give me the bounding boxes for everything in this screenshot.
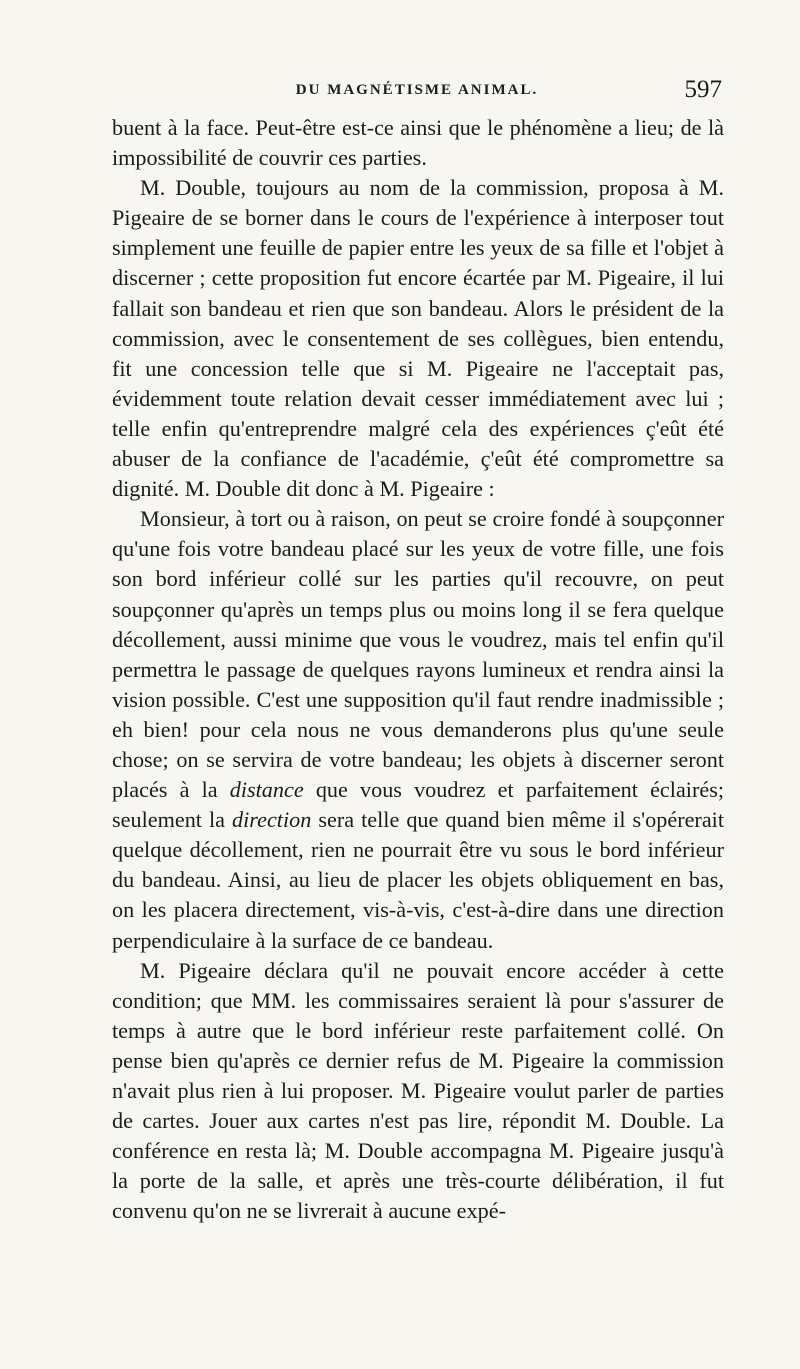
page-number: 597 <box>684 76 722 103</box>
speech-part-1: Monsieur, à tort ou à raison, on peut se croire fondé à soupçonner qu'une fois votre bandeau placé sur les yeux de votre fille, une fois son bord inférieur collé sur les parties qu'il recouvre, on peut soupçonner qu'après un temps plus ou moins long il se fera quelque décollement, aussi minime que vous le voudrez, mais tel enfin qu'il permettra le passage de quelques rayons lumineux et rendra ainsi la vision possible. C'est une supposition qu'il faut rendre inadmissible ; eh bien! pour cela nous ne vous demanderons plus qu'une seule chose; on se servira de votre bandeau; les objets à discerner seront placés à la <box>112 506 724 803</box>
paragraph-double-proposal: M. Double, toujours au nom de la commission, proposa à M. Pigeaire de se borner dans le cours de l'expérience à interposer tout simplement une feuille de papier entre les yeux de sa fille et l'objet à discerner ; cette proposition fut encore écartée par M. Pigeaire, il lui fallait son bandeau et rien que son bandeau. Alors le président de la commission, avec le consentement de ses collègues, bien entendu, fit une concession telle que si M. Pigeaire ne l'acceptait pas, évidemment toute relation devait cesser immédiatement avec lui ; telle enfin qu'entreprendre malgré cela des expériences ç'eût été abuser de la confiance de l'académie, ç'eût été compromettre sa dignité. M. Double dit donc à M. Pigeaire : <box>112 175 724 502</box>
paragraph-double-speech <box>112 504 724 955</box>
body-text <box>112 113 724 1226</box>
running-head <box>112 76 722 106</box>
emphasis-direction: direction <box>232 807 312 833</box>
paragraph-pigeaire-refusal: M. Pigeaire déclara qu'il ne pouvait encore accéder à cette condition; que MM. les commissaires seraient là pour s'assurer de temps à autre que le bord inférieur reste parfaitement collé. On pense bien qu'après ce dernier refus de M. Pigeaire la commission n'avait plus rien à lui proposer. M. Pigeaire voulut parler de parties de cartes. Jouer aux cartes n'est pas lire, répondit M. Double. La conférence en resta là; M. Double accompagna M. Pigeaire jusqu'à la porte de la salle, et après une très-courte délibération, il fut convenu qu'on ne se livrerait à aucune expé- <box>112 957 724 1224</box>
running-title: DU MAGNÉTISME ANIMAL. <box>295 82 539 98</box>
speech-part-2: que vous voudrez et parfaitement éclairés; seulement la <box>112 777 724 833</box>
emphasis-distance: distance <box>229 777 304 803</box>
speech-part-3: sera telle que quand bien même il s'opérerait quelque décollement, rien ne pourrait être vu sous le bord inférieur du bandeau. Ainsi, au lieu de placer les objets obliquement en bas, on les placera directement, vis-à-vis, c'est-à-dire dans une direction perpendiculaire à la surface de ce bandeau. <box>112 807 724 953</box>
paragraph-continuation: buent à la face. Peut-être est-ce ainsi que le phénomène a lieu; de là impossibilité de couvrir ces parties. <box>112 115 724 171</box>
